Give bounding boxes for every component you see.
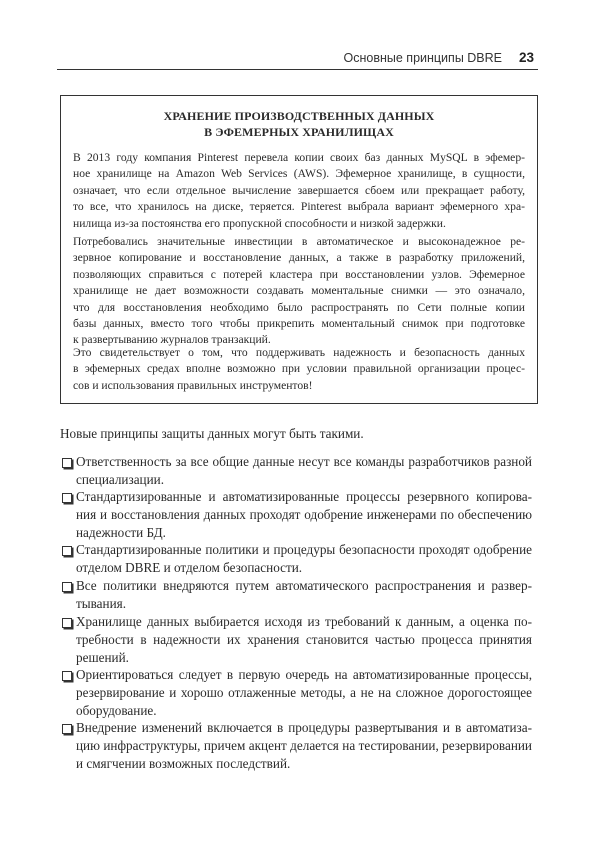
sidebar-paragraph (73, 234, 525, 349)
text-line: Все политики внедряются путем автоматического распространения и развер- (76, 578, 532, 593)
text-line: решений. (76, 649, 129, 665)
list-item (60, 666, 532, 719)
text-line: ное хранилище на Amazon Web Services (AWS). Эфемерное хранилище, в сущности, (73, 167, 525, 181)
list-item-text (76, 541, 532, 577)
list-item (60, 488, 532, 541)
list-item-text (76, 719, 532, 772)
checkbox-bullet-icon (62, 493, 72, 503)
checkbox-bullet-icon (62, 458, 72, 468)
list-item (60, 453, 532, 489)
list-item-text (76, 613, 532, 666)
intro-paragraph: Новые принципы защиты данных могут быть такими. (60, 426, 364, 441)
text-line: то все, что хранилось на диске, теряется. Pinterest выбрала вариант эфемерного хра- (73, 200, 525, 214)
text-line: Ориентироваться следует в первую очередь на автоматизированные процессы, (76, 667, 532, 682)
text-line: зервное копирование и восстановление данных, а также в разработку приложений, (73, 251, 525, 265)
text-line: В 2013 году компания Pinterest перевела копии своих баз данных MySQL в эфемер- (73, 151, 525, 164)
text-line: хранилище не дает возможности создавать моментальные снимки — это означало, (73, 284, 525, 298)
text-line: цию инфраструктуры, причем акцент делается на тестировании, резервировании (76, 737, 532, 753)
text-line: ния и восстановления данных проходят одобрение инженерами по обеспечению (76, 506, 532, 522)
checkbox-bullet-icon (62, 671, 72, 681)
list-item-text (76, 577, 532, 613)
text-line: надежности БД. (76, 524, 166, 540)
text-line: базы данных, вместо того чтобы прикрепить моментальный снимок при подготовке (73, 317, 525, 331)
text-line: сов и использования правильных инструментов! (73, 378, 313, 392)
sidebar-box (60, 95, 538, 404)
text-line: что для восстановления необходимо было распространять по Сети полные копии (73, 300, 525, 314)
text-line: отделом DBRE и отделом безопасности. (76, 559, 303, 575)
running-title: Основные принципы DBRE (343, 51, 502, 65)
running-header (57, 47, 538, 70)
text-line: Внедрение изменений включается в процедуры развертывания и в автоматиза- (76, 720, 532, 735)
list-item-text (76, 453, 532, 489)
checkbox-bullet-icon (62, 724, 72, 734)
text-line: Ответственность за все общие данные несут все команды разработчиков разной (76, 454, 532, 469)
text-line: в эфемерных средах вполне возможно при условии правильной организации процес- (73, 362, 525, 376)
page-number: 23 (518, 50, 534, 65)
list-item (60, 719, 532, 772)
list-item-text (76, 666, 532, 719)
text-line: к развертыванию журналов транзакций. (73, 333, 271, 347)
sidebar-paragraph (73, 150, 525, 232)
checkbox-bullet-icon (62, 546, 72, 556)
text-line: требности в надежности их хранения становится частью процесса принятия (76, 631, 532, 647)
text-line: Хранилище данных выбирается исходя из требований к данным, а оценка по- (76, 614, 532, 629)
text-line: нилища из-за постоянства его пропускной способности и низкой задержки. (73, 216, 446, 230)
text-line: резервирование и хорошо отлаженные методы, а не на сложное дорогостоящее (76, 684, 532, 700)
text-line: и смягчении возможных последствий. (76, 755, 291, 771)
text-line: специализации. (76, 471, 165, 487)
checkbox-bullet-icon (62, 618, 72, 628)
sidebar-title-line: В ЭФЕМЕРНЫХ ХРАНИЛИЩАХ (204, 124, 394, 139)
text-line: позволяющих справиться с потерей кластера при восстановлении узлов. Эфемерное (73, 267, 525, 281)
text-line: Это свидетельствует о том, что поддерживать надежность и безопасность данных (73, 346, 525, 359)
list-item (60, 613, 532, 666)
sidebar-title (61, 109, 537, 140)
text-line: Потребовались значительные инвестиции в автоматическое и высоконадежное ре- (73, 235, 525, 248)
text-line: означает, что если отдельное вычисление завершается сбоем или прекращает работу, (73, 183, 525, 197)
text-line: Стандартизированные политики и процедуры безопасности проходят одобрение (76, 542, 532, 557)
list-item (60, 541, 532, 577)
list-item-text (76, 488, 532, 541)
list-item (60, 577, 532, 613)
text-line: оборудование. (76, 702, 157, 718)
text-line: тывания. (76, 595, 127, 611)
sidebar-title-line: ХРАНЕНИЕ ПРОИЗВОДСТВЕННЫХ ДАННЫХ (163, 109, 435, 123)
checkbox-bullet-icon (62, 582, 72, 592)
text-line: Стандартизированные и автоматизированные процессы резервного копирова- (76, 489, 532, 504)
sidebar-paragraph (73, 345, 525, 394)
